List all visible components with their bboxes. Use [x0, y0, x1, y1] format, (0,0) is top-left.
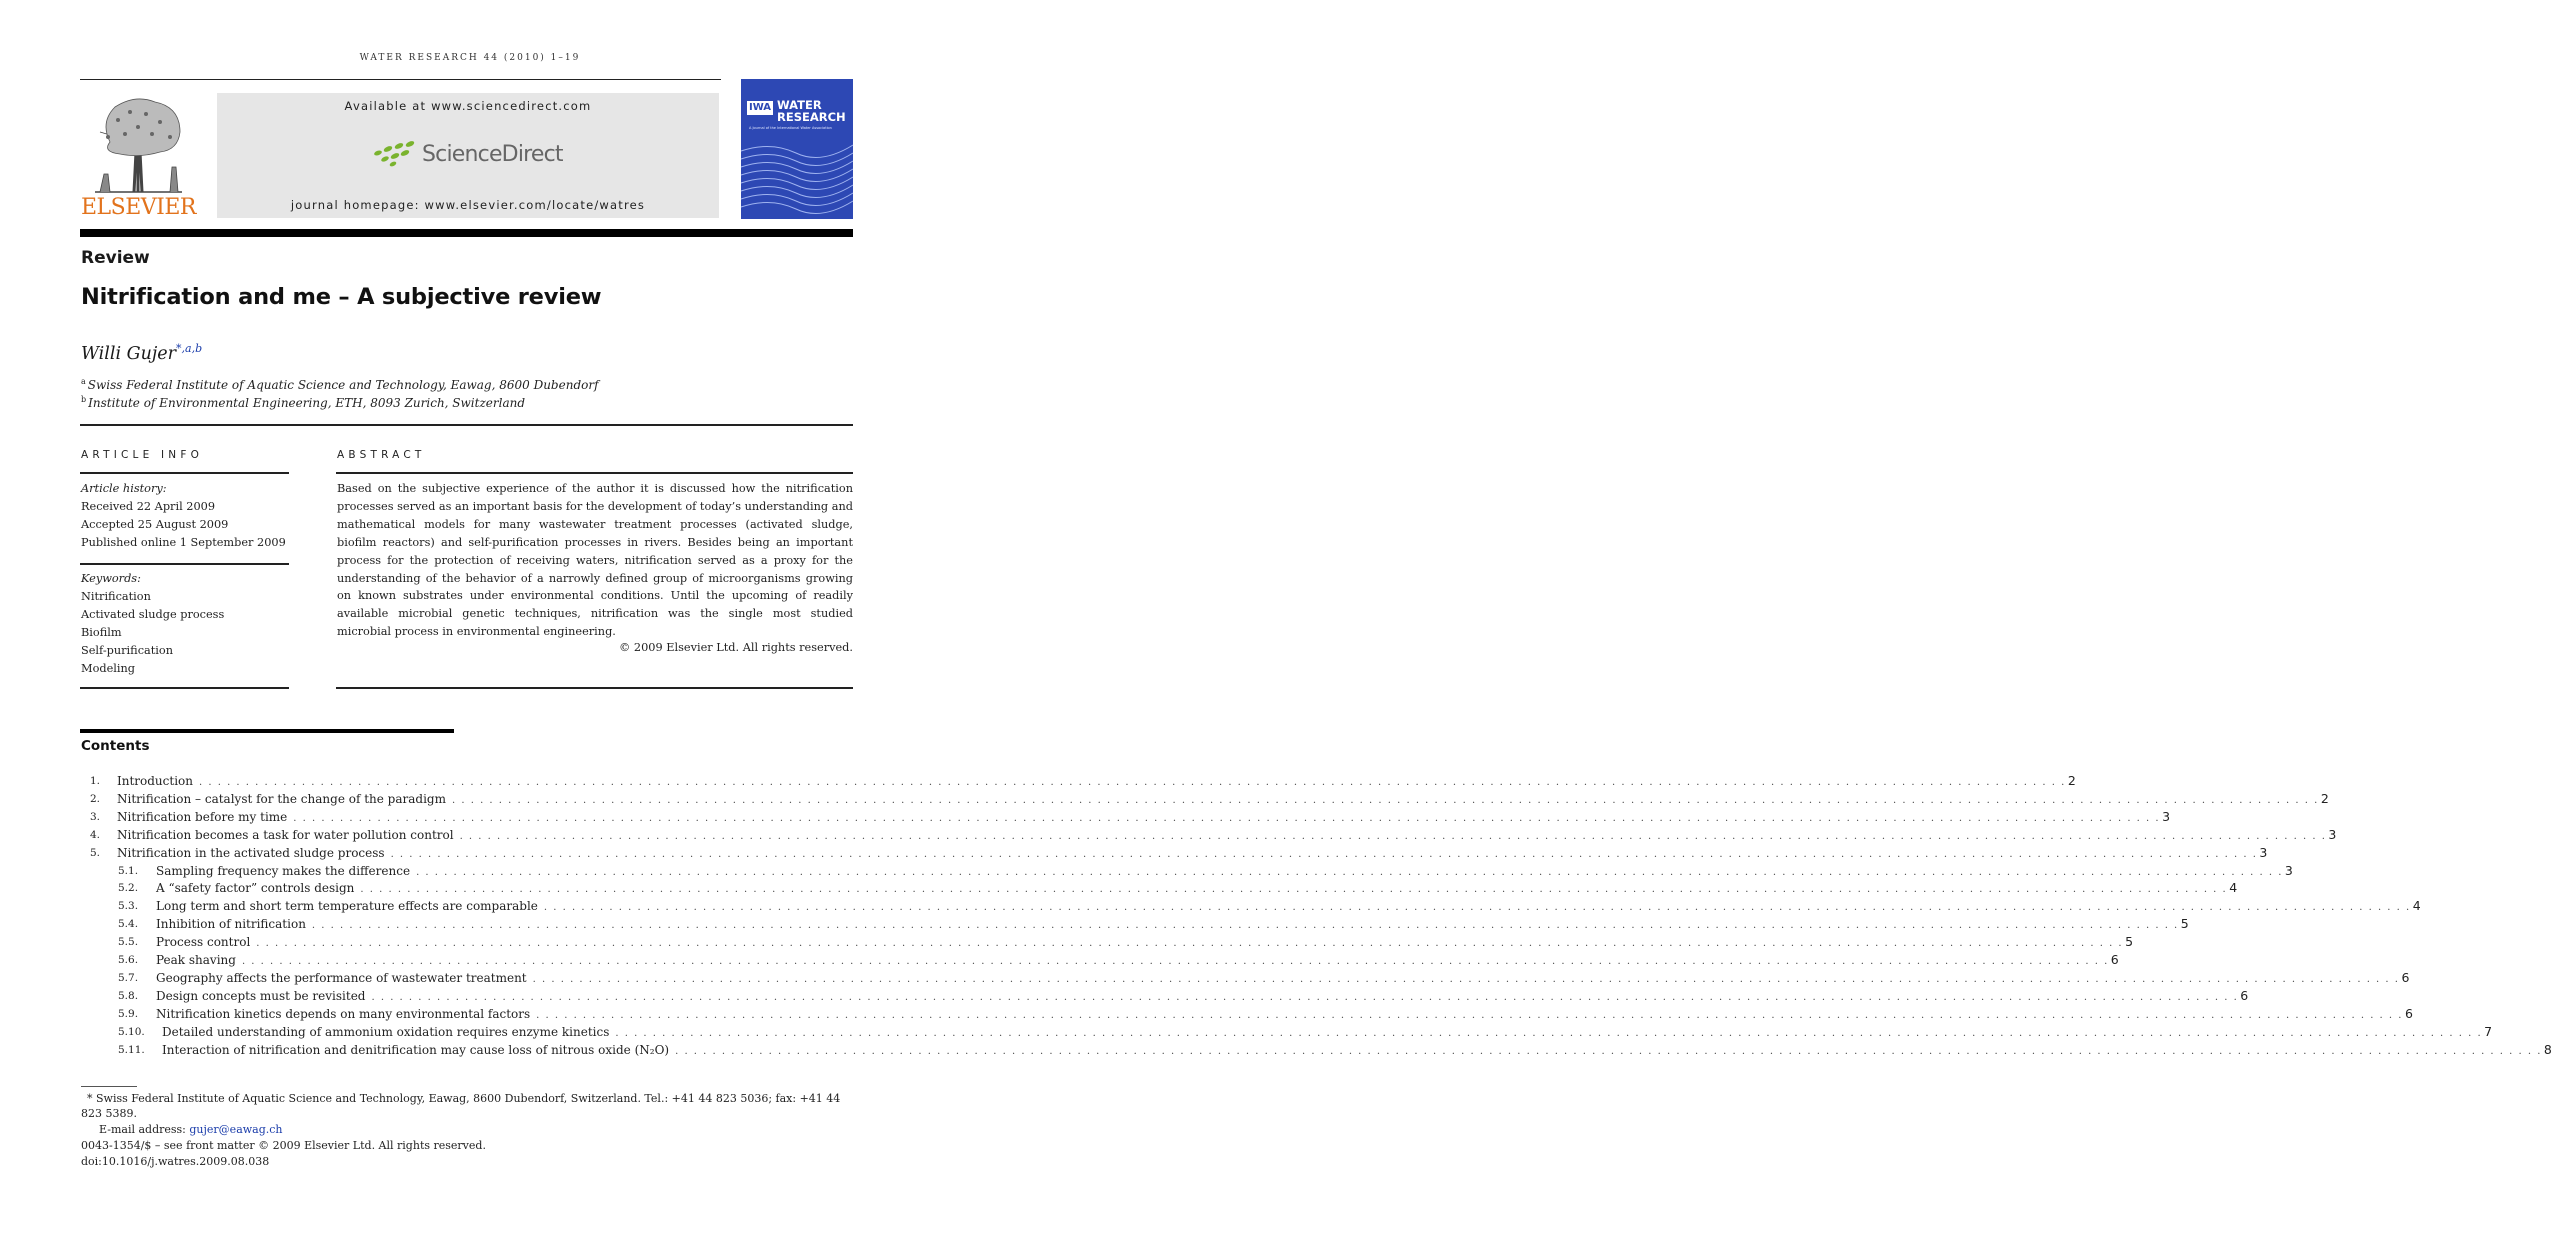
article-history: [81, 480, 286, 552]
journal-homepage-text[interactable]: journal homepage: www.elsevier.com/locate/watres: [290, 198, 646, 212]
toc-leader-dots: . . . . . . . . . . . . . . . . . . . . . . . . . . . . . . . . . . . . . . . . . . . . . . . . . . . . . . . . . . . . . . . . . . . . . . . . . . . . . . . . . . . . . . . . . . . . . . . . . . . . . . . . . . . . . . . . . . . . . . . . . . . . . . . . . . . . . . . . . . . . . . . . . . . . . . . . . . . . . . . . . . . . . . . . . . . . . . . . . . . . . . . . . . . . . . . . . . . . . . . .: [459, 830, 2327, 842]
abstract-text: Based on the subjective experience of the author it is discussed how the nitrification processes served as an important basis for the development of today’s understanding and mathematical models for many wastewater treatment processes (activated sludge, biofilm reactors) and self-purification processes in rivers. Besides being an important process for the protection of receiving waters, nitrification served as a proxy for the understanding of the behavior of a narrowly defined group of microorganisms growing on known substrates under environmental conditions. Until the upcoming of readily available microbial genetic techniques, nitrification was the single most studied microbial process in environmental engineering.: [337, 482, 853, 639]
toc-item-number: 5.4.: [118, 918, 139, 931]
email-label: E-mail address:: [99, 1123, 190, 1136]
footnote-rule: [81, 1086, 137, 1087]
journal-cover[interactable]: [741, 79, 853, 219]
toc-item-title: Inhibition of nitrification: [156, 917, 306, 932]
sciencedirect-banner: [217, 93, 719, 218]
toc-leader-dots: . . . . . . . . . . . . . . . . . . . . . . . . . . . . . . . . . . . . . . . . . . . . . . . . . . . . . . . . . . . . . . . . . . . . . . . . . . . . . . . . . . . . . . . . . . . . . . . . . . . . . . . . . . . . . . . . . . . . . . . . . . . . . . . . . . . . . . . . . . . . . . . . . . . . . . . . . . . . . . . . . . . . . . . . . . . . . . . . . . . . . . . . . . . . . . . . . . . . . . . .: [360, 884, 2228, 896]
toc-leader-dots: . . . . . . . . . . . . . . . . . . . . . . . . . . . . . . . . . . . . . . . . . . . . . . . . . . . . . . . . . . . . . . . . . . . . . . . . . . . . . . . . . . . . . . . . . . . . . . . . . . . . . . . . . . . . . . . . . . . . . . . . . . . . . . . . . . . . . . . . . . . . . . . . . . . . . . . . . . . . . . . . . . . . . . . . . . . . . . . . . . . . . . . . . . . . . . . . . . . . . . . .: [256, 938, 2124, 950]
toc-item[interactable]: [0, 790, 2329, 808]
toc-item-number: 5.9.: [118, 1007, 139, 1020]
toc-item-number: 5.5.: [118, 936, 139, 949]
toc-item-page: 6: [2401, 969, 2410, 985]
contents-bar: [80, 729, 454, 733]
toc-item-number: 5.11.: [118, 1043, 145, 1056]
affiliation-rule: [80, 424, 853, 426]
article-info-rule-bottom: [80, 687, 289, 689]
toc-item[interactable]: [0, 951, 2119, 969]
toc-item-number: 5.7.: [118, 971, 139, 984]
author-text: Willi Gujer: [81, 343, 177, 364]
running-head: WATER RESEARCH 44 (2010) 1–19: [359, 53, 581, 63]
toc-item-title: Nitrification in the activated sludge process: [117, 845, 385, 860]
corresponding-footnote: * Swiss Federal Institute of Aquatic Science and Technology, Eawag, 8600 Dubendorf, Switzerland. Tel.: +41 44 823 5036; fax: +41 44 823 5389.: [81, 1092, 841, 1120]
author-affiliation-marks[interactable]: *,a,b: [176, 342, 203, 355]
toc-item-number: 5.3.: [118, 900, 139, 913]
toc-item-title: Long term and short term temperature effects are comparable: [156, 899, 538, 914]
toc-item[interactable]: [0, 826, 2337, 844]
sciencedirect-leaves-icon: [372, 139, 420, 171]
toc-leader-dots: . . . . . . . . . . . . . . . . . . . . . . . . . . . . . . . . . . . . . . . . . . . . . . . . . . . . . . . . . . . . . . . . . . . . . . . . . . . . . . . . . . . . . . . . . . . . . . . . . . . . . . . . . . . . . . . . . . . . . . . . . . . . . . . . . . . . . . . . . . . . . . . . . . . . . . . . . . . . . . . . . . . . . . . . . . . . . . . . . . . . . . . . . . . . . . . . . . . . . . . .: [452, 794, 2319, 806]
journal-cover-title-line1: WATER: [777, 98, 822, 112]
toc-leader-dots: . . . . . . . . . . . . . . . . . . . . . . . . . . . . . . . . . . . . . . . . . . . . . . . . . . . . . . . . . . . . . . . . . . . . . . . . . . . . . . . . . . . . . . . . . . . . . . . . . . . . . . . . . . . . . . . . . . . . . . . . . . . . . . . . . . . . . . . . . . . . . . . . . . . . . . . . . . . . . . . . . . . . . . . . . . . . . . . . . . . . . . . . . . . . . . . . . . . . . . . .: [543, 902, 2411, 914]
keyword-item: Self-purification: [81, 644, 173, 657]
toc-item[interactable]: [0, 1005, 2413, 1023]
toc-item[interactable]: [0, 969, 2410, 987]
iwa-badge: IWA: [748, 102, 772, 113]
abstract-rule-bottom: [336, 687, 853, 689]
toc-item-page: 2: [2320, 790, 2329, 806]
toc-item[interactable]: [0, 933, 2134, 951]
toc-item-number: 2.: [90, 792, 101, 805]
article-title: Nitrification and me – A subjective review: [81, 284, 602, 310]
toc-item-page: 6: [2240, 987, 2249, 1003]
keyword-item: Nitrification: [81, 590, 151, 603]
toc-item-page: 3: [2328, 826, 2337, 842]
toc-item-title: Nitrification becomes a task for water pollution control: [117, 827, 454, 842]
toc-leader-dots: . . . . . . . . . . . . . . . . . . . . . . . . . . . . . . . . . . . . . . . . . . . . . . . . . . . . . . . . . . . . . . . . . . . . . . . . . . . . . . . . . . . . . . . . . . . . . . . . . . . . . . . . . . . . . . . . . . . . . . . . . . . . . . . . . . . . . . . . . . . . . . . . . . . . . . . . . . . . . . . . . . . . . . . . . . . . . . . . . . . . . . . . . . . . . . . . . . . . . . . .: [311, 920, 2179, 932]
toc-item-page: 3: [2162, 808, 2171, 824]
toc-item-page: 3: [2284, 862, 2293, 878]
toc-item[interactable]: [0, 862, 2293, 880]
toc-leader-dots: . . . . . . . . . . . . . . . . . . . . . . . . . . . . . . . . . . . . . . . . . . . . . . . . . . . . . . . . . . . . . . . . . . . . . . . . . . . . . . . . . . . . . . . . . . . . . . . . . . . . . . . . . . . . . . . . . . . . . . . . . . . . . . . . . . . . . . . . . . . . . . . . . . . . . . . . . . . . . . . . . . . . . . . . . . . . . . . . . . . . . . . . . . . . . . . . . . . . . . . .: [199, 777, 2066, 788]
toc-item[interactable]: [0, 1041, 2552, 1059]
toc-item-title: Interaction of nitrification and denitrification may cause loss of nitrous oxide (N₂O): [162, 1042, 670, 1057]
keyword-item: Activated sludge process: [81, 608, 225, 621]
toc-item[interactable]: [0, 897, 2421, 915]
affiliation-mark: a: [81, 377, 86, 386]
article-info-rule-top: [80, 472, 289, 474]
toc-item-page: 8: [2543, 1041, 2552, 1057]
toc-item-page: 3: [2259, 844, 2268, 860]
toc-item-number: 5.8.: [118, 989, 139, 1002]
toc-item[interactable]: [0, 915, 2189, 933]
toc-item[interactable]: [0, 808, 2171, 826]
keyword-item: Modeling: [81, 662, 136, 675]
header-rule: [80, 79, 721, 80]
toc-item-title: Nitrification before my time: [117, 809, 288, 824]
toc-item-number: 5.6.: [118, 954, 139, 966]
toc-item[interactable]: [0, 844, 2268, 862]
toc-item-page: 2: [2067, 773, 2076, 788]
sciencedirect-wordmark: ScienceDirect: [422, 142, 563, 167]
toc-item-title: Peak shaving: [156, 953, 236, 967]
toc-item-title: Nitrification kinetics depends on many environmental factors: [156, 1006, 531, 1021]
toc-item-title: Detailed understanding of ammonium oxidation requires enzyme kinetics: [162, 1024, 610, 1039]
toc-item-title: Process control: [156, 935, 251, 950]
sciencedirect-available-text[interactable]: Available at www.sciencedirect.com: [344, 99, 592, 113]
toc-item-page: 4: [2412, 898, 2421, 914]
toc-item-title: Introduction: [117, 774, 193, 788]
keywords-label: Keywords:: [81, 572, 141, 585]
toc-item-page: 6: [2110, 952, 2119, 967]
toc-item[interactable]: [0, 879, 2238, 897]
abstract-label: ABSTRACT: [337, 449, 426, 461]
abstract-rule-top: [336, 472, 853, 474]
toc-leader-dots: . . . . . . . . . . . . . . . . . . . . . . . . . . . . . . . . . . . . . . . . . . . . . . . . . . . . . . . . . . . . . . . . . . . . . . . . . . . . . . . . . . . . . . . . . . . . . . . . . . . . . . . . . . . . . . . . . . . . . . . . . . . . . . . . . . . . . . . . . . . . . . . . . . . . . . . . . . . . . . . . . . . . . . . . . . . . . . . . . . . . . . . . . . . . . . . . . . . . . . . .: [532, 973, 2400, 985]
toc-item-number: 5.: [90, 846, 101, 859]
history-published: Published online 1 September 2009: [81, 536, 286, 549]
history-label: Article history:: [81, 482, 167, 495]
toc-leader-dots: . . . . . . . . . . . . . . . . . . . . . . . . . . . . . . . . . . . . . . . . . . . . . . . . . . . . . . . . . . . . . . . . . . . . . . . . . . . . . . . . . . . . . . . . . . . . . . . . . . . . . . . . . . . . . . . . . . . . . . . . . . . . . . . . . . . . . . . . . . . . . . . . . . . . . . . . . . . . . . . . . . . . . . . . . . . . . . . . . . . . . . . . . . . . . . . . . . . . . . . .: [390, 848, 2258, 860]
toc-leader-dots: . . . . . . . . . . . . . . . . . . . . . . . . . . . . . . . . . . . . . . . . . . . . . . . . . . . . . . . . . . . . . . . . . . . . . . . . . . . . . . . . . . . . . . . . . . . . . . . . . . . . . . . . . . . . . . . . . . . . . . . . . . . . . . . . . . . . . . . . . . . . . . . . . . . . . . . . . . . . . . . . . . . . . . . . . . . . . . . . . . . . . . . . . . . . . . . . . . . . . . . .: [416, 866, 2283, 878]
sciencedirect-logo[interactable]: [372, 139, 572, 173]
doi-line[interactable]: doi:10.1016/j.watres.2009.08.038: [81, 1155, 270, 1168]
keyword-item: Biofilm: [81, 626, 122, 639]
toc-item-title: Design concepts must be revisited: [156, 988, 366, 1003]
journal-cover-title-line2: RESEARCH: [777, 110, 846, 124]
journal-cover-title: [777, 99, 846, 123]
toc-leader-dots: . . . . . . . . . . . . . . . . . . . . . . . . . . . . . . . . . . . . . . . . . . . . . . . . . . . . . . . . . . . . . . . . . . . . . . . . . . . . . . . . . . . . . . . . . . . . . . . . . . . . . . . . . . . . . . . . . . . . . . . . . . . . . . . . . . . . . . . . . . . . . . . . . . . . . . . . . . . . . . . . . . . . . . . . . . . . . . . . . . . . . . . . . . . . . . . . . . . . . . . .: [371, 991, 2239, 1003]
toc-leader-dots: . . . . . . . . . . . . . . . . . . . . . . . . . . . . . . . . . . . . . . . . . . . . . . . . . . . . . . . . . . . . . . . . . . . . . . . . . . . . . . . . . . . . . . . . . . . . . . . . . . . . . . . . . . . . . . . . . . . . . . . . . . . . . . . . . . . . . . . . . . . . . . . . . . . . . . . . . . . . . . . . . . . . . . . . . . . . . . . . . . . . . . . . . . . . . . . . . . . . . . . .: [293, 812, 2161, 824]
toc-item-number: 3.: [90, 810, 101, 823]
toc-item-page: 4: [2229, 880, 2238, 896]
history-accepted: Accepted 25 August 2009: [81, 518, 229, 531]
toc-item-page: 6: [2404, 1005, 2413, 1021]
toc-item[interactable]: [0, 1023, 2493, 1041]
toc-item[interactable]: [0, 772, 2076, 790]
toc-item-number: 5.1.: [118, 864, 139, 877]
toc-item[interactable]: [0, 987, 2249, 1005]
keywords-list: [81, 570, 224, 678]
contents-title: Contents: [81, 738, 150, 754]
toc-item-number: 5.10.: [118, 1025, 145, 1038]
toc-leader-dots: . . . . . . . . . . . . . . . . . . . . . . . . . . . . . . . . . . . . . . . . . . . . . . . . . . . . . . . . . . . . . . . . . . . . . . . . . . . . . . . . . . . . . . . . . . . . . . . . . . . . . . . . . . . . . . . . . . . . . . . . . . . . . . . . . . . . . . . . . . . . . . . . . . . . . . . . . . . . . . . . . . . . . . . . . . . . . . . . . . . . . . . . . . . . . . . . . . . . . . . .: [675, 1045, 2542, 1057]
history-received: Received 22 April 2009: [81, 500, 216, 513]
toc-item-title: Geography affects the performance of wastewater treatment: [156, 970, 527, 985]
article-info-label: ARTICLE INFO: [81, 449, 204, 461]
header-thick-rule: [80, 229, 853, 237]
affiliation-text: Institute of Environmental Engineering, ETH, 8093 Zurich, Switzerland: [88, 396, 526, 410]
affiliation-b: [81, 395, 525, 410]
email-link[interactable]: gujer@eawag.ch: [189, 1123, 283, 1136]
issn-line: 0043-1354/$ – see front matter © 2009 Elsevier Ltd. All rights reserved.: [81, 1139, 486, 1152]
toc-leader-dots: . . . . . . . . . . . . . . . . . . . . . . . . . . . . . . . . . . . . . . . . . . . . . . . . . . . . . . . . . . . . . . . . . . . . . . . . . . . . . . . . . . . . . . . . . . . . . . . . . . . . . . . . . . . . . . . . . . . . . . . . . . . . . . . . . . . . . . . . . . . . . . . . . . . . . . . . . . . . . . . . . . . . . . . . . . . . . . . . . . . . . . . . . . . . . . . . . . . . . . . .: [241, 956, 2109, 967]
journal-cover-subtitle: A Journal of the International Water Association: [749, 126, 832, 130]
cover-wave-graphic: [741, 131, 853, 221]
email-footnote: [99, 1122, 872, 1137]
toc-item-page: 5: [2180, 916, 2189, 932]
toc-item-page: 7: [2484, 1023, 2493, 1039]
toc-leader-dots: . . . . . . . . . . . . . . . . . . . . . . . . . . . . . . . . . . . . . . . . . . . . . . . . . . . . . . . . . . . . . . . . . . . . . . . . . . . . . . . . . . . . . . . . . . . . . . . . . . . . . . . . . . . . . . . . . . . . . . . . . . . . . . . . . . . . . . . . . . . . . . . . . . . . . . . . . . . . . . . . . . . . . . . . . . . . . . . . . . . . . . . . . . . . . . . . . . . . . . . .: [536, 1009, 2403, 1021]
toc-item-title: Sampling frequency makes the difference: [156, 863, 411, 878]
elsevier-tree-icon: [80, 92, 197, 196]
toc-item-number: 5.2.: [118, 882, 139, 895]
article-info-rule-mid: [80, 563, 289, 565]
abstract-copyright: © 2009 Elsevier Ltd. All rights reserved.: [619, 641, 853, 654]
affiliation-a: [81, 377, 599, 392]
affiliation-text: Swiss Federal Institute of Aquatic Science and Technology, Eawag, 8600 Dubendorf: [87, 378, 599, 392]
toc-leader-dots: . . . . . . . . . . . . . . . . . . . . . . . . . . . . . . . . . . . . . . . . . . . . . . . . . . . . . . . . . . . . . . . . . . . . . . . . . . . . . . . . . . . . . . . . . . . . . . . . . . . . . . . . . . . . . . . . . . . . . . . . . . . . . . . . . . . . . . . . . . . . . . . . . . . . . . . . . . . . . . . . . . . . . . . . . . . . . . . . . . . . . . . . . . . . . . . . . . . . . . . .: [615, 1027, 2483, 1039]
toc-item-title: A “safety factor” controls design: [156, 881, 355, 896]
elsevier-wordmark: ELSEVIER: [80, 195, 196, 220]
toc-item-number: 1.: [90, 775, 101, 787]
toc-item-title: Nitrification – catalyst for the change of the paradigm: [117, 791, 446, 806]
affiliation-mark: b: [81, 395, 87, 404]
toc-item-number: 4.: [90, 828, 101, 841]
elsevier-logo: [80, 92, 197, 220]
author-name: [81, 342, 202, 364]
article-type: Review: [81, 248, 150, 268]
toc-item-page: 5: [2125, 934, 2134, 950]
